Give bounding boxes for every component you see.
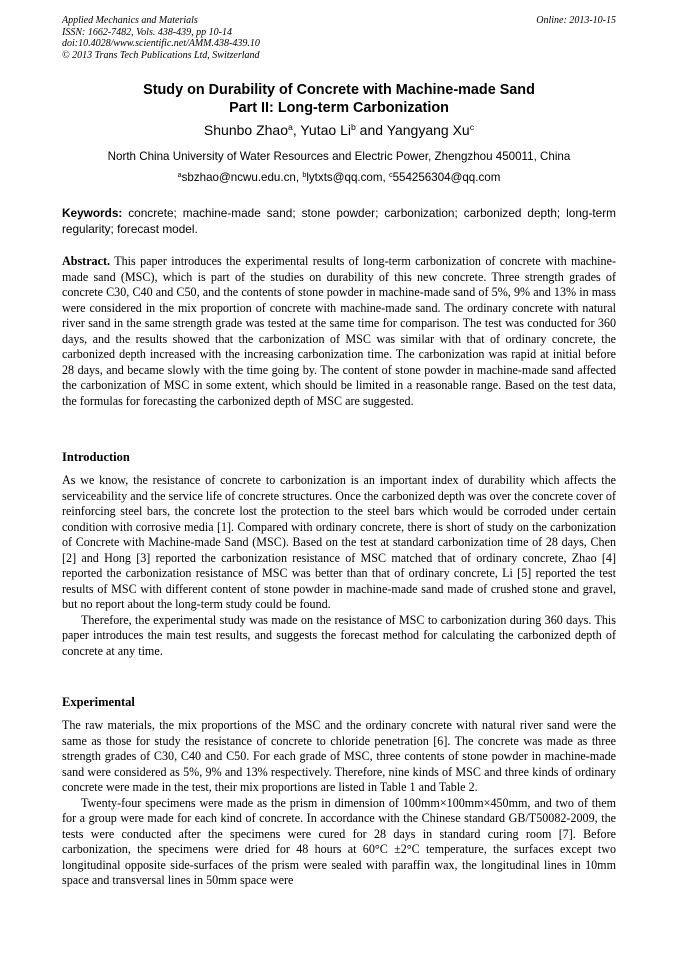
author-name: Shunbo Zhao [203,122,288,138]
author-name: Yutao Li [300,122,351,138]
email-address: 554256304@qq.com [392,171,501,184]
author-emails [62,171,616,185]
author-name: Yangyang Xu [386,122,470,138]
email-mark: c [388,170,393,180]
keywords-text: concrete; machine-made sand; stone powder; carbonization; carbonized depth; long-term regularity; forecast model. [62,206,616,236]
email-separator: , [382,171,389,184]
copyright-line: © 2013 Trans Tech Publications Ltd, Switzerland [62,49,260,61]
author-mark: a [288,122,293,133]
author-separator: and [355,122,387,138]
section-heading-experimental: Experimental [62,695,135,709]
journal-name: Applied Mechanics and Materials [62,15,198,26]
author-mark: b [350,122,356,133]
abstract-text: This paper introduces the experimental results of long-term carbonization of concrete with machine-made sand (MSC), which is part of the studies on durability of this new concrete. Three strength grades of concrete C30, C40 and C50, and the contents of stone powder in machine-made sand of 5%, 9% and 13% in mass were considered in the mix proportion of concrete with machine-made sand. The ordinary concrete with natural river sand in the same strength grade was tested at the same time for comparison. The test was conducted for 360 days, and the results showed that the carbonization of MSC was similar with that of ordinary concrete, the carbonized depth increased with the increasing carbonization time. The carbonization was rapid at initial before 28 days, and became slowly with the time going by. The content of stone powder in machine-made sand affected the carbonization of MSC in some extent, which should be limited in a reasonable range. Based on the test data, the formulas for forecasting the carbonized depth of MSC are suggested. [62,254,616,408]
email-address: lytxts@qq.com [306,171,383,184]
author-mark: c [469,122,475,133]
email-address: sbzhao@ncwu.edu.cn [181,171,296,184]
online-date: Online: 2013-10-15 [536,15,616,26]
affiliation: North China University of Water Resources and Electric Power, Zhengzhou 450011, China [107,150,571,163]
title-line-1: Study on Durability of Concrete with Machine-made Sand [143,82,535,98]
paragraph: As we know, the resistance of concrete to carbonization is an important index of durability which affects the serviceability and the service life of concrete structures. Once the carbonized depth was over the concrete cover of reinforcing steel bars, the concrete lost the protection to the steel bars which would be corroded under certain condition with corrosive media [1]. Compared with ordinary concrete, there is short of study on the carbonization of Concrete with Machine-made Sand (MSC). Based on the test at standard carbonization time of 28 days, Chen [2] and Hong [3] reported the carbonization resistance of MSC matched that of ordinary concrete, Zhao [4] reported the carbonization resistance of MSC was better than that of ordinary concrete, Li [5] reported the test results of MSC with different content of stone powder in machine-made sand made of crushed stone and gravel, but no report about the long-term study could be found. [62,473,616,611]
paragraph: Therefore, the experimental study was made on the resistance of MSC to carbonization during 360 days. This paper introduces the main test results, and suggests the forecast method for calculating the carbonized depth of concrete at any time. [62,612,616,658]
author-separator: , [292,122,301,138]
email-separator: , [295,171,303,184]
paragraph: The raw materials, the mix proportions of the MSC and the ordinary concrete with natural river sand were the same as those for study the resistance of concrete to chloride penetration [6]. The concrete was made as three strength grades of C30, C40 and C50. For each grade of MSC, three contents of stone powder in machine-made sand were considered as 5%, 9% and 13% respectively. Therefore, nine kinds of MSC and three kinds of ordinary concrete were made in the test, their mix proportions are listed in Table 1 and Table 2. [62,718,616,794]
email-mark: a [177,170,182,180]
abstract [62,254,616,409]
issn-line: ISSN: 1662-7482, Vols. 438-439, pp 10-14 [62,26,232,38]
paper-title [62,82,616,117]
section-heading-introduction: Introduction [62,450,130,464]
doi-line: doi:10.4028/www.scientific.net/AMM.438-439.10 [62,38,260,50]
abstract-label: Abstract. [62,254,111,268]
experimental-body [62,718,616,889]
author-list [62,122,616,139]
title-line-2: Part II: Long-term Carbonization [229,99,449,116]
keywords [62,205,616,237]
keywords-label: Keywords: [62,206,123,220]
introduction-body [62,473,616,659]
paragraph: Twenty-four specimens were made as the prism in dimension of 100mm×100mm×450mm, and two of them for a group were made for each kind of concrete. In accordance with the Chinese standard GB/T50082-2009, the tests were conducted after the specimens were cured for 28 days in standard curing room [7]. Before carbonization, the specimens were dried for 48 hours at 60°C ±2°C temperature, the surfaces except two longitudinal opposite side-surfaces of the prism were sealed with paraffin wax, the longitudinal lines in 10mm space and transversal lines in 50mm space were [62,795,616,887]
journal-header [62,15,616,61]
email-mark: b [302,170,307,180]
